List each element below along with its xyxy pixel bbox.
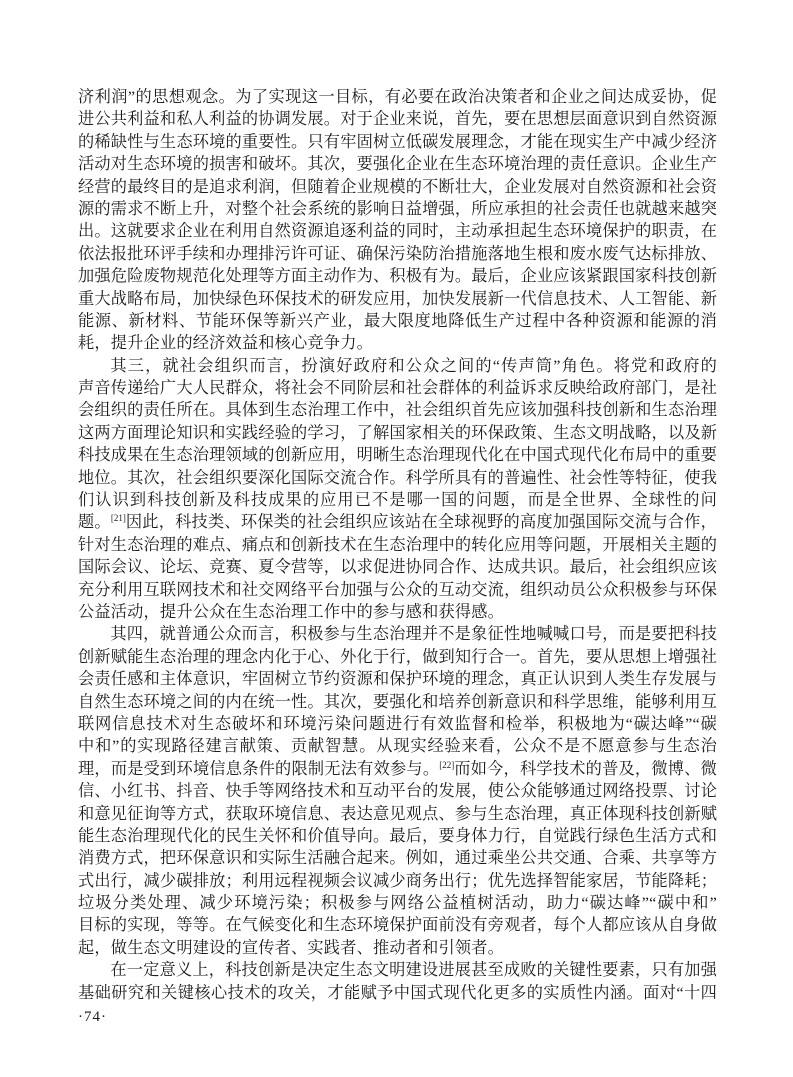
text-line: 的稀缺性与生态环境的重要性。只有牢固树立低碳发展理念，才能在现实生产中减少经济 (78, 132, 718, 151)
text-line: 能生态治理现代化的民生关怀和价值导向。最后，要身体力行，自觉践行绿色生活方式和 (78, 826, 718, 845)
text-line: 消费方式，把环保意识和实际生活融合起来。例如，通过乘坐公共交通、合乘、共享等方 (78, 849, 718, 868)
text-line: 活动对生态环境的损害和破坏。其次，要强化企业在生态环境治理的责任意识。企业生产 (78, 155, 718, 174)
text-line: 能源、新材料、节能环保等新兴产业，最大限度地降低生产过程中各种资源和能源的消 (78, 311, 717, 330)
text-line: 公益活动，提升公众在生态治理工作中的参与感和获得感。 (78, 602, 505, 621)
text-line: 充分利用互联网技术和社交网络平台加强与公众的互动交流，组织动员公众积极参与环保 (78, 580, 718, 599)
text-line: 济利润”的思想观念。为了实现这一目标，有必要在政治决策者和企业之间达成妥协，促 (78, 88, 717, 106)
text-line: 出。这就要求企业在利用自然资源追逐利益的同时，主动承担起生态环境保护的职责，在 (78, 222, 718, 241)
text-line: 和意见征询等方式，获取环境信息、表达意见观点、参与生态治理，真正体现科技创新赋 (78, 804, 718, 823)
text-line: 加强危险废物规范化处理等方面主动作为、积极有为。最后，企业应该紧跟国家科技创新 (78, 267, 718, 286)
text-line: 会责任感和主体意识，牢固树立节约资源和保护环境的理念，真正认识到人类生存发展与 (78, 670, 718, 689)
text-line: 针对生态治理的难点、痛点和创新技术在生态治理中的转化应用等问题，开展相关主题的 (78, 535, 718, 554)
footnote-ref: [22] (439, 759, 455, 770)
text-line: 式出行，减少碳排放；利用远程视频会议减少商务出行；优先选择智能家居，节能降耗； (78, 871, 718, 890)
text-line: 联网信息技术对生态破坏和环境污染问题进行有效监督和检举，积极地为“碳达峰”“碳 (78, 714, 717, 733)
text-line: 声音传递给广大人民群众，将社会不同阶层和社会群体的利益诉求反映给政府部门，是社 (78, 379, 718, 398)
text-line: 起，做生态文明建设的宣传者、实践者、推动者和引领者。 (78, 938, 505, 957)
text-line: 目标的实现，等等。在气候变化和生态环境保护面前没有旁观者，每个人都应该从自身做 (78, 916, 718, 935)
text-line: 题。[21]因此，科技类、环保类的社会组织应该站在全球视野的高度加强国际交流与合作， (78, 513, 717, 532)
text-line: 重大战略布局，加快绿色环保技术的研发应用，加快发展新一代信息技术、人工智能、新 (78, 289, 718, 308)
text-line: 会组织的责任所在。具体到生态治理工作中，社会组织首先应该加强科技创新和生态治理 (78, 401, 718, 420)
text-line: 理，而是受到环境信息条件的限制无法有效参与。[22]而如今，科学技术的普及，微博、微 (78, 759, 717, 778)
page-number: ·74· (78, 1009, 107, 1026)
text-line: 源的需求不断上升，对整个社会系统的影响日益增强，所应承担的社会责任也就越来越突 (78, 199, 718, 218)
text-line: 耗，提升企业的经济效益和核心竞争力。 (78, 334, 373, 353)
text-line: 自然生态环境之间的内在统一性。其次，要强化和培养创新意识和科学思维，能够利用互 (78, 692, 718, 711)
text-line: 创新赋能生态治理的理念内化于心、外化于行，做到知行合一。首先，要从思想上增强社 (78, 647, 718, 666)
text-line: 国际会议、论坛、竞赛、夏令营等，以求促进协同合作、达成共识。最后，社会组织应该 (78, 558, 718, 577)
text-line: 中和”的实现路径建言献策、贡献智慧。从现实经验来看，公众不是不愿意参与生态治 (78, 737, 717, 756)
text-line: 经营的最终目的是追求利润，但随着企业规模的不断壮大，企业发展对自然资源和社会资 (78, 177, 718, 196)
text-line: 依法报批环评手续和办理排污许可证、确保污染防治措施落地生根和废水废气达标排放、 (78, 244, 718, 263)
text-line: 基础研究和关键核心技术的攻关，才能赋予中国式现代化更多的实质性内涵。面对“十四 (78, 983, 717, 1002)
text-line: 在一定意义上，科技创新是决定生态文明建设进展甚至成败的关键性要素，只有加强 (110, 961, 717, 980)
text-line: 其三，就社会组织而言，扮演好政府和公众之间的“传声筒”角色。将党和政府的 (110, 356, 717, 375)
text-line: 们认识到科技创新及科技成果的应用已不是哪一国的问题，而是全世界、全球性的问 (78, 491, 717, 510)
footnote-ref: [21] (110, 513, 126, 524)
text-line: 这两方面理论知识和实践经验的学习，了解国家相关的环保政策、生态文明战略，以及新 (78, 423, 718, 442)
text-line: 其四，就普通公众而言，积极参与生态治理并不是象征性地喊喊口号，而是要把科技 (110, 625, 717, 644)
document-body (78, 86, 717, 1004)
text-line: 地位。其次，社会组织要深化国际交流合作。科学所具有的普遍性、社会性等特征，使我 (78, 468, 718, 487)
text-line: 垃圾分类处理、减少环境污染；积极参与网络公益植树活动，助力“碳达峰”“碳中和” (78, 894, 717, 913)
text-line: 进公共利益和私人利益的协调发展。对于企业来说，首先，要在思想层面意识到自然资源 (78, 110, 718, 129)
text-line: 信、小红书、抖音、快手等网络技术和互动平台的发展，使公众能够通过网络投票、讨论 (78, 782, 718, 801)
text-line: 科技成果在生态治理领域的创新应用，明晰生态治理现代化在中国式现代化布局中的重要 (78, 446, 718, 465)
